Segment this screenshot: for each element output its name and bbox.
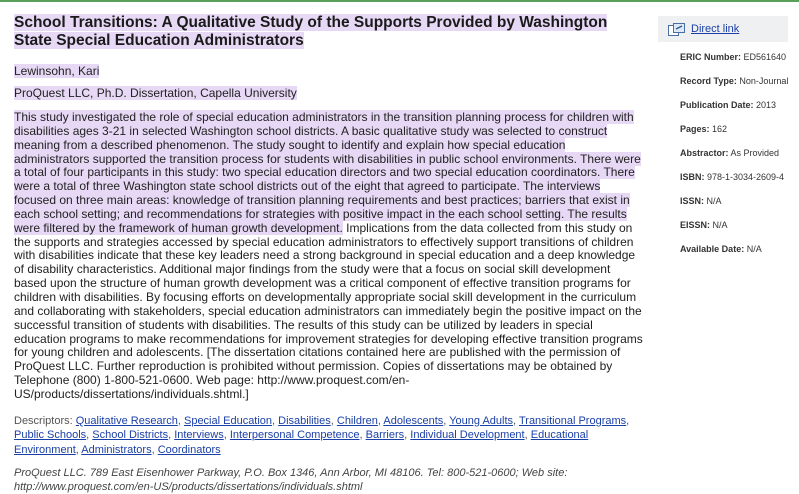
abstract-highlighted: This study investigated the role of special education administrators in the transition planning process for children with disabilities ages 3-21 in selected Washington school districts. A basic qualitative study was selected to construct meaning from a described phenomenon. The study sought to identify and explain how special education administrators supported the transition process for students with disabilities in public school environments. There were a total of four participants in this study: two special education directors and two special education coordinators. There were a total of three Washington state school districts out of the eight that agreed to participate. The interviews focused on three main areas: knowledge of transition planning requirements and best practices; barriers that exist in each school setting; and recommendations for strategies with positive impact in the each school setting. The results were filtered by the framework of human growth development. <box>14 110 641 235</box>
abstract-rest: Implications from the data collected from this study on the supports and strategies accessed by special education administrators to effectively support transitions of children with disabilities indicate that these key leaders need a strong background in special education and a deep knowledge of disability characteristics. Additional major findings from the study were that a focus on social skill development based upon the structure of human growth development was a critical component of effective transition programs for children with disabilities. By focusing efforts on developmentally appropriate social skill development in the curriculum and collaborating with stakeholders, special education administrators can immediately begin the positive impact on the successful transition of students with disabilities. The results of this study can be utilized by leaders in special education programs to make recommendations for improvement strategies for developing effective transition programs for young children and adolescents. [The dissertation citations contained here are published with the permission of ProQuest LLC. Further reproduction is prohibited without permission. Copies of dissertations may be obtained by Telephone (800) 1-800-521-0600. Web page: http://www.proquest.com/en-US/products/dissertations/individuals.shtml.] <box>14 220 643 401</box>
descriptor-link[interactable]: Interviews <box>174 429 224 442</box>
metadata-label: EISSN: <box>680 220 711 230</box>
descriptor-list: Qualitative Research, Special Education, Disabilities, Children, Adolescents, Young Adults, Transitional Programs, Public Schools, School Districts, Interviews, Interpersonal Competence, Barriers, Individual Development, Educational Environment, Administrators, Coordinators <box>14 414 630 456</box>
metadata-label: Available Date: <box>680 244 745 254</box>
metadata-value: N/A <box>710 220 728 230</box>
descriptor-link[interactable]: Disabilities <box>278 414 331 427</box>
record-title-text: School Transitions: A Qualitative Study of the Supports Provided by Washington State Special Education Administrators <box>14 14 608 49</box>
source <box>14 86 644 100</box>
direct-link[interactable]: Direct link <box>691 23 740 35</box>
metadata-value: As Provided <box>728 148 780 158</box>
record-main <box>14 14 644 494</box>
metadata-value: N/A <box>744 244 762 254</box>
descriptor-link[interactable]: Children <box>336 414 378 427</box>
metadata-label: Record Type: <box>680 76 737 86</box>
metadata-row <box>680 76 788 87</box>
metadata-value: ED561640 <box>741 52 787 62</box>
direct-link-box[interactable] <box>658 16 788 42</box>
publisher-footer: ProQuest LLC. 789 East Eisenhower Parkway, P.O. Box 1346, Ann Arbor, MI 48106. Tel: 800-521-0600; Web site: http://www.proquest.com/en-US/products/dissertations/individuals.shtml <box>14 467 568 494</box>
metadata-row <box>680 172 788 183</box>
descriptor-link[interactable]: Interpersonal Competence <box>229 429 360 442</box>
descriptor-link[interactable]: Educational Environment <box>14 429 589 456</box>
metadata-row <box>680 52 788 63</box>
descriptor-link[interactable]: Public Schools <box>14 429 87 442</box>
metadata-label: Pages: <box>680 124 710 134</box>
descriptor-link[interactable]: Qualitative Research <box>75 414 178 427</box>
metadata-value: Non-Journal <box>736 76 789 86</box>
metadata-label: ISSN: <box>680 196 705 206</box>
record-metadata <box>658 52 788 255</box>
metadata-row <box>680 220 788 231</box>
descriptor-link[interactable]: School Districts <box>92 429 169 442</box>
metadata-value: 2013 <box>753 100 777 110</box>
top-accent-line <box>0 0 799 2</box>
descriptors-label: Descriptors: <box>14 414 73 427</box>
metadata-value: N/A <box>704 196 722 206</box>
abstract <box>14 111 644 402</box>
author-text: Lewinsohn, Kari <box>14 64 100 78</box>
descriptor-link[interactable]: Coordinators <box>157 443 221 456</box>
metadata-row <box>680 196 788 207</box>
descriptors <box>14 414 644 458</box>
metadata-row <box>680 148 788 159</box>
sidebar <box>658 16 788 268</box>
metadata-label: ERIC Number: <box>680 52 742 62</box>
metadata-row <box>680 124 788 135</box>
metadata-row <box>680 244 788 255</box>
descriptor-link[interactable]: Special Education <box>183 414 273 427</box>
record-title <box>14 14 644 50</box>
descriptor-link[interactable]: Young Adults <box>449 414 514 427</box>
metadata-value: 162 <box>709 124 728 134</box>
metadata-label: Abstractor: <box>680 148 729 158</box>
author <box>14 64 644 78</box>
metadata-label: ISBN: <box>680 172 705 182</box>
descriptor-link[interactable]: Barriers <box>365 429 405 442</box>
descriptor-link[interactable]: Administrators <box>81 443 152 456</box>
descriptor-link[interactable]: Adolescents <box>383 414 444 427</box>
document-link-icon <box>668 23 685 36</box>
metadata-label: Publication Date: <box>680 100 754 110</box>
source-text: ProQuest LLC, Ph.D. Dissertation, Capella University <box>14 86 297 100</box>
descriptor-link[interactable]: Individual Development <box>410 429 525 442</box>
metadata-value: 978-1-3034-2609-4 <box>704 172 785 182</box>
descriptor-link[interactable]: Transitional Programs <box>518 414 627 427</box>
metadata-row <box>680 100 788 111</box>
